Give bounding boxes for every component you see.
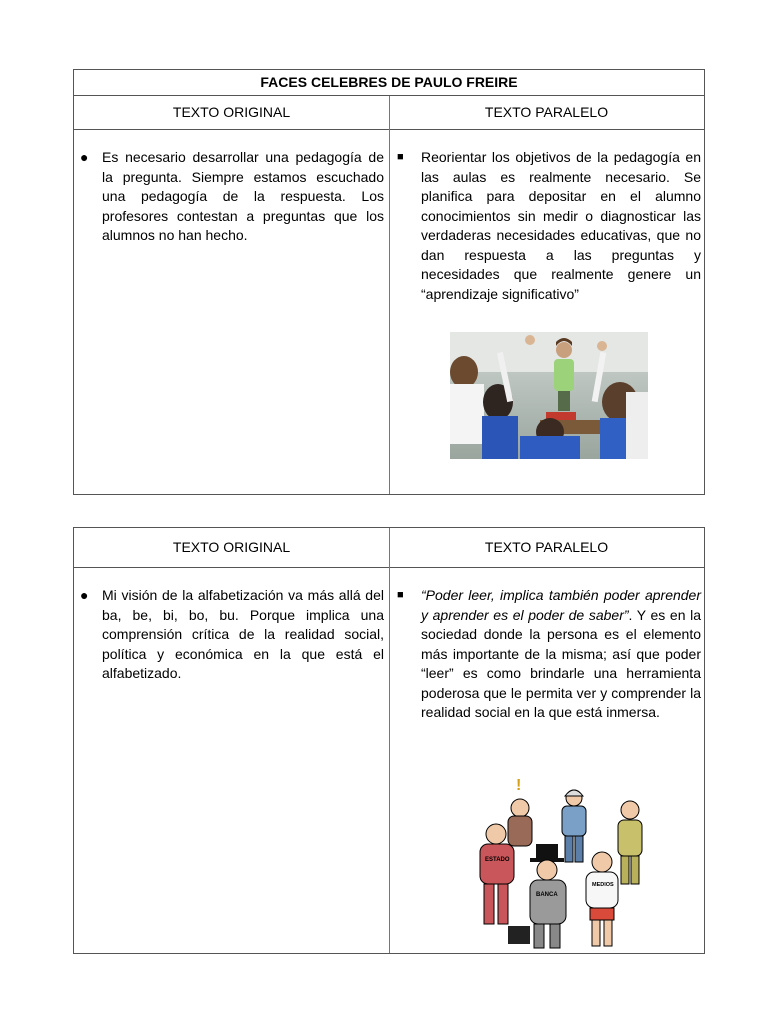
parallel-text: Reorientar los objetivos de la pedagogía en las aulas es realmente necesario. Se planifica para depositar en el alumno conocimientos sin medir o diagnosticar las verdaderas necesidades educativas, que no dan respuesta a las preguntas y necesidades que realmente genere un “aprendizaje significativo” xyxy=(421,149,701,302)
original-text: Es necesario desarrollar una pedagogía de la pregunta. Siempre estamos escuchado una pedagogía de la respuesta. Los profesores contestan a preguntas que los alumnos no han hecho. xyxy=(102,149,384,243)
column-divider xyxy=(389,528,390,953)
medios-label: MEDIOS xyxy=(592,882,614,888)
parallel-text-cell xyxy=(395,586,701,723)
original-text-cell xyxy=(80,586,384,684)
bullet-dot-icon: ● xyxy=(80,587,89,603)
header-texto-original: TEXTO ORIGINAL xyxy=(172,104,291,120)
original-text: Mi visión de la alfabetización va más allá del ba, be, bi, bo, bu. Porque implica una comprensión crítica de la realidad social, política y económica en la que está el alfabetizado. xyxy=(102,587,384,681)
quotes-table-2 xyxy=(73,527,705,954)
banca-label: BANCA xyxy=(536,892,558,898)
parallel-text-body: . Y es en la sociedad donde la persona es el elemento más importante de la misma; así que poder “leer” es como brindarle una herramienta poderosa que le permita ver y comprender la realidad social en la que está inmersa. xyxy=(421,606,701,720)
bullet-square-icon: ■ xyxy=(397,151,404,163)
classroom-photo xyxy=(450,332,648,459)
bullet-dot-icon: ● xyxy=(80,149,89,165)
estado-label: ESTADO xyxy=(485,857,510,863)
original-text-cell xyxy=(80,148,384,246)
exclamation-mark: ! xyxy=(516,777,522,794)
header-texto-paralelo: TEXTO PARALELO xyxy=(484,104,609,120)
society-cartoon xyxy=(452,776,674,956)
parallel-quote: “Poder leer, implica también poder aprender y aprender es el poder de saber” xyxy=(421,587,701,623)
bullet-square-icon: ■ xyxy=(397,589,404,601)
table-title: FACES CELEBRES DE PAULO FREIRE xyxy=(74,70,704,96)
column-divider xyxy=(389,96,390,494)
quotes-table-1 xyxy=(73,69,705,495)
parallel-text xyxy=(421,586,701,723)
parallel-text-cell xyxy=(395,148,701,304)
header-texto-paralelo: TEXTO PARALELO xyxy=(484,539,609,555)
header-texto-original: TEXTO ORIGINAL xyxy=(172,539,291,555)
